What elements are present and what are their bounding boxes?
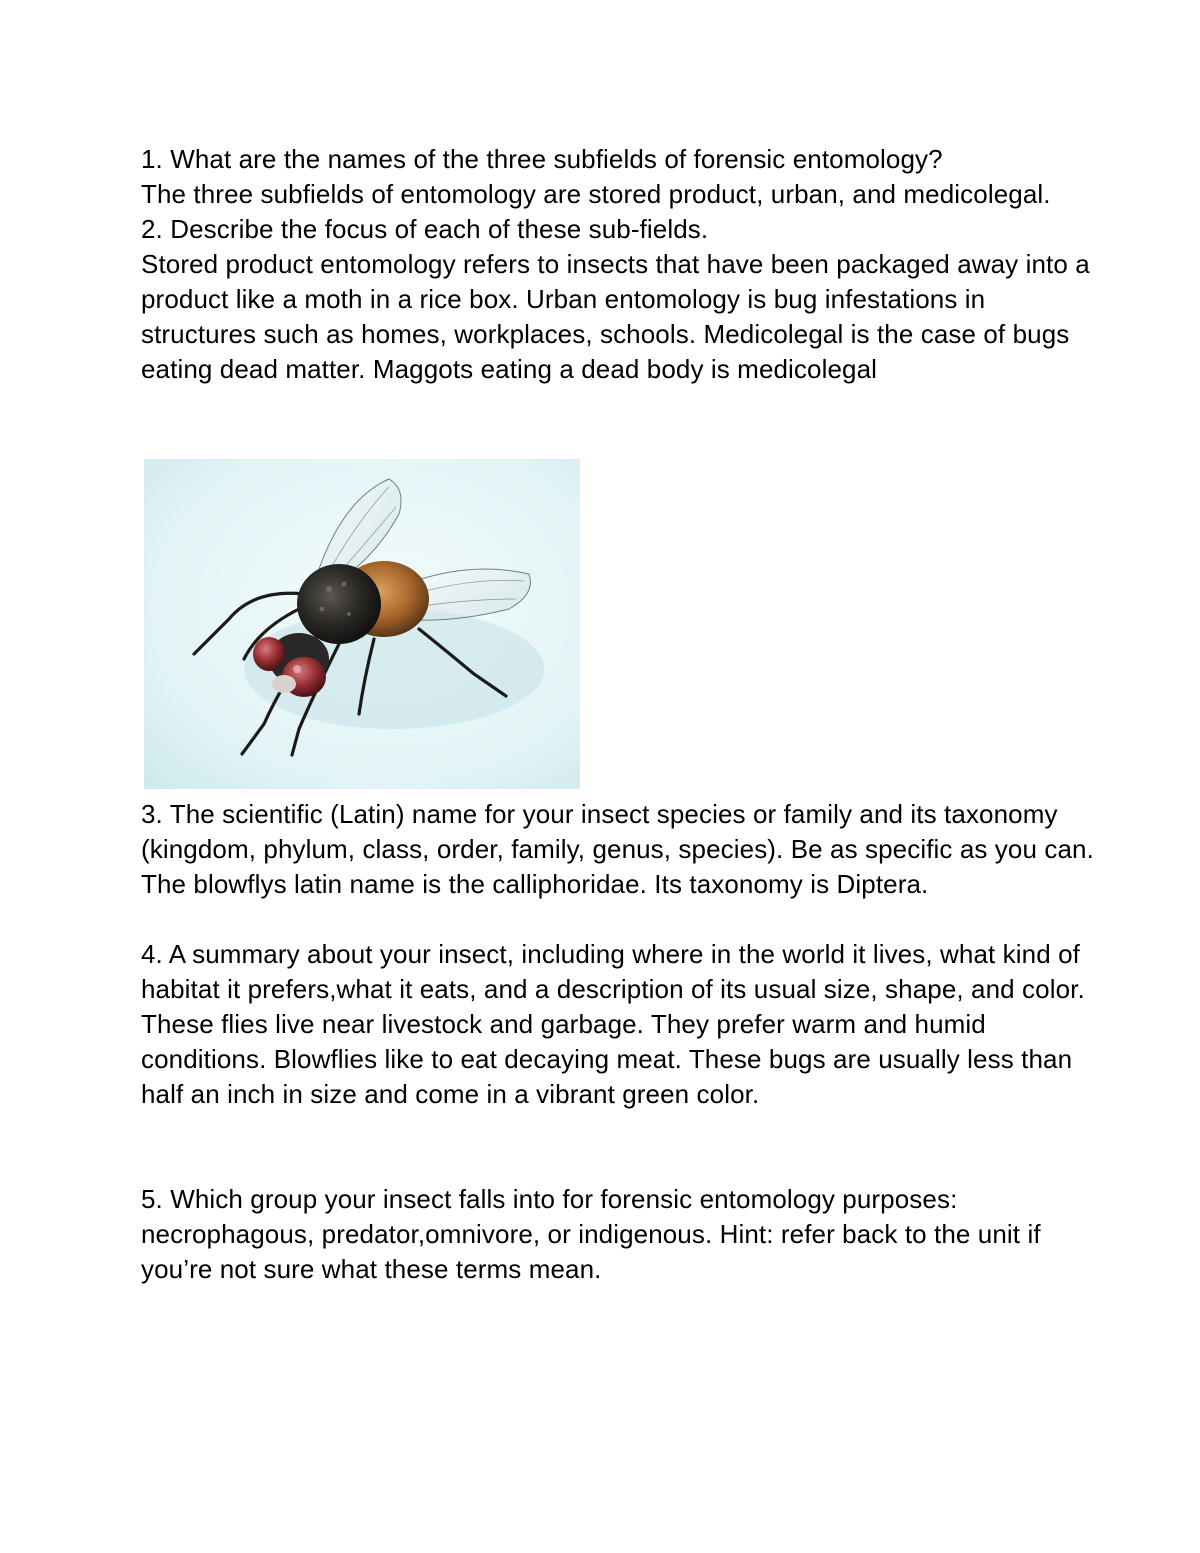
fly-photo: [144, 459, 580, 789]
answer-2: Stored product entomology refers to insects that have been packaged away into a product like a moth in a rice box. Urban entomology is bug infestations in structures such as homes, workplaces, schools. Medicolegal is the case of bugs eating dead matter. Maggots eating a dead body is medicolegal: [141, 249, 1098, 384]
question-2: 2. Describe the focus of each of these sub-fields.: [141, 214, 709, 244]
spacer: [141, 1147, 1101, 1182]
text-section-1: [141, 142, 1101, 387]
text-section-2: [141, 797, 1101, 1287]
answer-1: The three subfields of entomology are stored product, urban, and medicolegal.: [141, 179, 1051, 209]
answer-3: The blowflys latin name is the calliphoridae. Its taxonomy is Diptera.: [141, 869, 929, 899]
spacer: [141, 902, 1101, 937]
question-1: 1. What are the names of the three subfields of forensic entomology?: [141, 144, 943, 174]
question-4: 4. A summary about your insect, including where in the world it lives, what kind of habitat it prefers,what it eats, and a description of its usual size, shape, and color.: [141, 939, 1088, 1004]
question-3: 3. The scientific (Latin) name for your insect species or family and its taxonomy (kingdom, phylum, class, order, family, genus, species). Be as specific as you can.: [141, 799, 1094, 864]
question-5: 5. Which group your insect falls into for forensic entomology purposes: necrophagous, predator,omnivore, or indigenous. Hint: refer back to the unit if you’re not sure what these terms mean.: [141, 1184, 1048, 1284]
spacer: [141, 1112, 1101, 1147]
answer-4: These flies live near livestock and garbage. They prefer warm and humid conditions. Blowflies like to eat decaying meat. These bugs are usually less than half an inch in size and come in a vibrant green color.: [141, 1009, 1080, 1109]
